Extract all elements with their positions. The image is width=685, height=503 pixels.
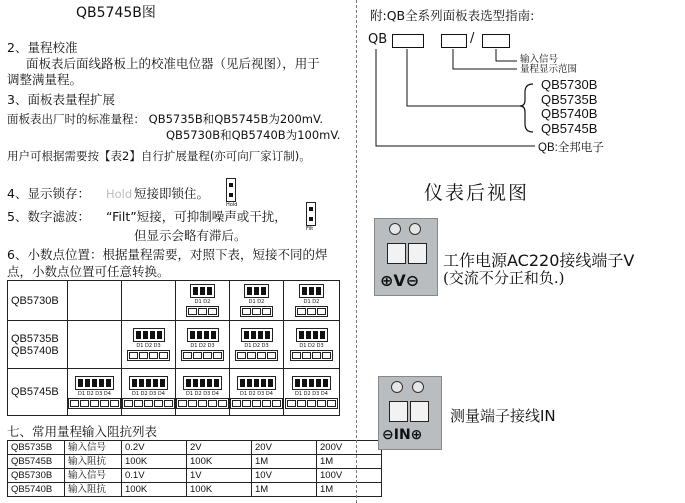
model-list <box>541 78 597 136</box>
section-7-heading: 七、常用量程输入阻抗列表 <box>7 424 158 439</box>
impedance-value: 100K <box>187 483 252 497</box>
model-item: QB5730B <box>541 77 598 92</box>
impedance-value: 1M <box>252 455 317 469</box>
impedance-value: 20V <box>252 441 317 455</box>
impedance-value: 100K <box>122 483 187 497</box>
impedance-value: 1V <box>187 469 252 483</box>
grid-cell-decimal-b: D1 D2 D3 <box>176 321 230 369</box>
section-3-text-3: 用户可根据需要按【表2】自行扩展量程(亦可向厂家订制)。 <box>7 149 311 163</box>
screw-icon <box>412 381 424 393</box>
impedance-value: 100K <box>187 455 252 469</box>
hold-jumper-label: Hold <box>226 202 238 208</box>
decimal-point-table <box>7 280 340 416</box>
impedance-row <box>8 469 382 483</box>
impedance-table <box>7 440 382 497</box>
grid-cell-decimal-e: D1 D2 D3 D4 <box>68 369 122 416</box>
screw-icon <box>391 381 403 393</box>
grid-row-5745 <box>8 369 340 416</box>
impedance-value: 1M <box>317 483 382 497</box>
jumper-icon <box>190 284 215 298</box>
impedance-value: 0.2V <box>122 441 187 455</box>
grid-cell-decimal-d: D1 D2 D3 <box>284 321 340 369</box>
section-5-label: 5、数字滤波： <box>7 209 90 224</box>
impedance-row <box>8 483 382 497</box>
impedance-value: 10V <box>252 469 317 483</box>
grid-cell-empty <box>68 281 122 321</box>
selection-guide-title: 附:QB全系列面板表选型指南: <box>370 8 535 23</box>
segment-display-icon <box>240 306 273 317</box>
terminal-slot <box>408 243 427 264</box>
section-2-text-1: 面板表后面线路板上的校准电位器（见后视图），用于 <box>26 56 320 71</box>
qb-prefix: QB <box>368 32 388 47</box>
impedance-value: 1M <box>252 483 317 497</box>
impedance-type: 输入信号 <box>65 441 122 455</box>
filt-jumper-icon <box>306 202 316 232</box>
section-4-text: 短接即锁住。 <box>134 186 210 201</box>
grid-row-5735-5740 <box>8 321 340 369</box>
section-2-text-2: 调整满量程。 <box>7 72 83 87</box>
section-3-text-2: QB5730B和QB5740B为100mV. <box>166 128 341 142</box>
section-6-text-2: 点，小数点位置可任意转换。 <box>7 264 170 279</box>
impedance-row <box>8 455 382 469</box>
section-6-text-1: 6、小数点位置：根据量程需要，对照下表，短接不同的焊 <box>7 247 328 262</box>
grid-cell-decimal-d2: D1 D2 <box>230 281 284 321</box>
grid-cell-decimal-h: D1 D2 D3 D4 <box>230 369 284 416</box>
impedance-model: QB5745B <box>8 455 65 469</box>
impedance-model: QB5735B <box>8 441 65 455</box>
page-title: QB5745B图 <box>76 5 156 21</box>
segment-display-icon <box>295 306 328 317</box>
impedance-value: 0.1V <box>122 469 187 483</box>
grid-row-label: QB5745B <box>8 369 68 416</box>
segment-display-icon <box>186 306 219 317</box>
model-item: QB5745B <box>541 120 598 136</box>
impedance-model: QB5730B <box>8 469 65 483</box>
power-terminal-label: ⊕V⊖ <box>380 271 420 290</box>
power-terminal-block <box>374 218 438 296</box>
measure-terminal-label: ⊖IN⊕ <box>382 427 423 443</box>
label-qb-brand: QB:全邦电子 <box>538 142 604 154</box>
impedance-value: 1M <box>317 455 382 469</box>
model-item: QB5735B <box>541 91 598 107</box>
impedance-value: 2V <box>187 441 252 455</box>
terminal-slot <box>387 243 406 264</box>
impedance-type: 输入信号 <box>65 469 122 483</box>
grid-cell-decimal-d3: D1 D2 <box>284 281 340 321</box>
section-3-text-1: 面板表出厂时的标准量程： QB5735B和QB5745B为200mV. <box>7 112 324 126</box>
grid-cell-decimal-f: D1 D2 D3 D4 <box>122 369 176 416</box>
jumper-icon <box>299 284 324 298</box>
jumper-icon <box>244 284 269 298</box>
guide-leader-lines <box>365 44 545 154</box>
power-text-1: 工作电源AC220接线端子V <box>443 251 635 270</box>
grid-cell-decimal-g: D1 D2 D3 D4 <box>176 369 230 416</box>
grid-row-label: QB5735B QB5740B <box>8 321 68 369</box>
hold-jumper-icon <box>226 178 237 208</box>
terminal-slot <box>410 401 429 422</box>
grid-cell-decimal-i: D1 D2 D3 D4 <box>284 369 340 416</box>
section-3-heading: 3、面板表量程扩展 <box>7 92 115 107</box>
screw-icon <box>409 223 421 235</box>
grid-cell-empty <box>68 321 122 369</box>
impedance-value: 200V <box>317 441 382 455</box>
grid-cell-decimal-c: D1 D2 D3 <box>230 321 284 369</box>
impedance-value: 100V <box>317 469 382 483</box>
model-item: QB5740B <box>541 106 598 121</box>
grid-cell-decimal-a: D1 D2 D3 <box>122 321 176 369</box>
power-text-2: (交流不分正和负.) <box>443 269 565 287</box>
grid-cell-empty <box>122 281 176 321</box>
grid-row-5730 <box>8 281 340 321</box>
slash: / <box>470 31 475 46</box>
impedance-type: 输入阻抗 <box>65 483 122 497</box>
label-input-signal: 输入信号 <box>520 54 559 65</box>
grid-row-label: QB5730B <box>8 281 68 321</box>
rear-view-title: 仪表后视图 <box>424 182 530 204</box>
column-divider <box>356 0 357 503</box>
impedance-row <box>8 441 382 455</box>
screw-icon <box>389 223 401 235</box>
measure-text: 测量端子接线IN <box>450 407 556 425</box>
terminal-slot <box>389 401 408 422</box>
label-range: 量程显示范围 <box>520 64 578 75</box>
grid-cell-decimal-d1: D1 D2 <box>176 281 230 321</box>
measure-terminal-block <box>378 376 442 450</box>
section-4-label: 4、显示锁存： <box>7 186 90 201</box>
section-2-heading: 2、量程校准 <box>7 40 78 55</box>
filt-jumper-label: Filt <box>306 226 314 232</box>
hold-word: Hold <box>106 187 133 201</box>
section-5-text: “Filt”短接，可抑制噪声或干扰， <box>106 209 287 224</box>
impedance-model: QB5740B <box>8 483 65 497</box>
impedance-type: 输入阻抗 <box>65 455 122 469</box>
section-5-text-2: 但显示会略有滞后。 <box>134 228 247 243</box>
impedance-value: 100K <box>122 455 187 469</box>
